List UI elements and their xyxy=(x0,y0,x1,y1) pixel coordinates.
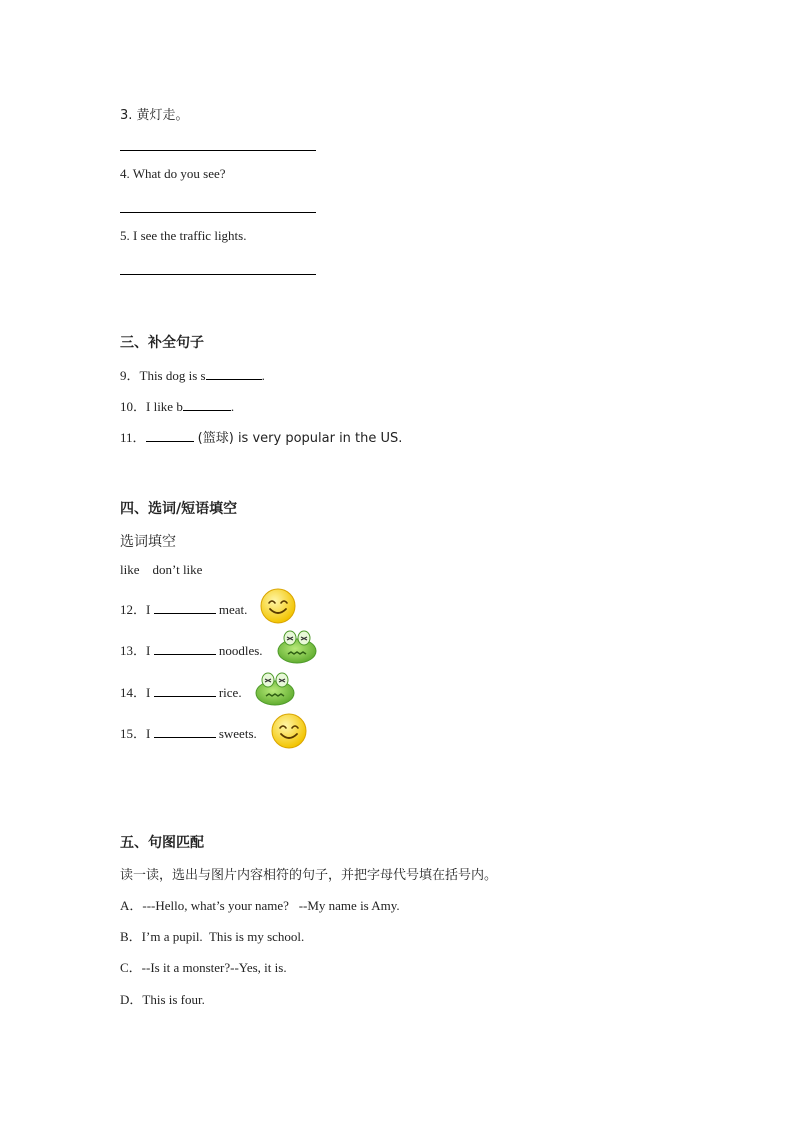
blank-11[interactable] xyxy=(146,431,194,442)
section-5-heading: 五、句图匹配 xyxy=(120,835,204,851)
item-4-text: 4. What do you see? xyxy=(120,166,226,181)
section-4-instruction: 选词填空 xyxy=(120,534,176,550)
question-10-suffix: . xyxy=(230,399,235,414)
answer-line-3[interactable] xyxy=(120,150,316,151)
question-10 xyxy=(120,396,234,415)
question-12 xyxy=(120,599,247,618)
blank-13[interactable] xyxy=(154,644,216,655)
question-11 xyxy=(120,427,402,446)
answer-line-4[interactable] xyxy=(120,212,316,213)
question-13-prefix: 13．I xyxy=(120,643,154,658)
item-5-text: 5. I see the traffic lights. xyxy=(120,228,247,243)
question-13 xyxy=(120,640,263,659)
blank-9[interactable] xyxy=(206,369,262,380)
question-13-suffix: noodles. xyxy=(215,643,263,658)
question-9-prefix: 9．This dog is s xyxy=(120,368,206,383)
question-14 xyxy=(120,682,242,701)
section-4-heading: 四、选词/短语填空 xyxy=(120,501,238,517)
question-15 xyxy=(120,723,257,742)
question-15-prefix: 15．I xyxy=(120,726,154,741)
answer-line-5[interactable] xyxy=(120,274,316,275)
question-11-suffix: (篮球) is very popular in the US. xyxy=(193,431,403,446)
option-b: B．I’m a pupil. This is my school. xyxy=(120,929,305,944)
blank-15[interactable] xyxy=(154,727,216,738)
option-a: A．---Hello, what’s your name? --My name is Amy. xyxy=(120,898,400,913)
question-9-suffix: . xyxy=(261,368,265,383)
question-10-prefix: 10．I like b xyxy=(120,399,183,414)
question-12-prefix: 12．I xyxy=(120,602,154,617)
option-c: C．--Is it a monster?--Yes, it is. xyxy=(120,960,287,975)
disgusted-face-icon xyxy=(254,670,296,708)
question-11-prefix: 11． xyxy=(120,430,146,445)
item-3-text: 3. 黄灯走。 xyxy=(120,108,189,123)
question-14-prefix: 14．I xyxy=(120,685,154,700)
blank-12[interactable] xyxy=(154,603,216,614)
smile-face-icon xyxy=(259,587,297,625)
smile-face-icon xyxy=(270,712,308,750)
question-14-suffix: rice. xyxy=(215,685,242,700)
section-3-heading: 三、补全句子 xyxy=(120,335,204,351)
question-12-suffix: meat. xyxy=(215,602,248,617)
blank-10[interactable] xyxy=(183,400,231,411)
question-15-suffix: sweets. xyxy=(215,726,257,741)
option-d: D．This is four. xyxy=(120,992,205,1007)
section-5-instruction: 读一读，选出与图片内容相符的句子，并把字母代号填在括号内。 xyxy=(120,868,498,883)
word-options: like don’t like xyxy=(120,562,203,577)
disgusted-face-icon xyxy=(276,628,318,666)
blank-14[interactable] xyxy=(154,686,216,697)
question-9 xyxy=(120,365,265,384)
